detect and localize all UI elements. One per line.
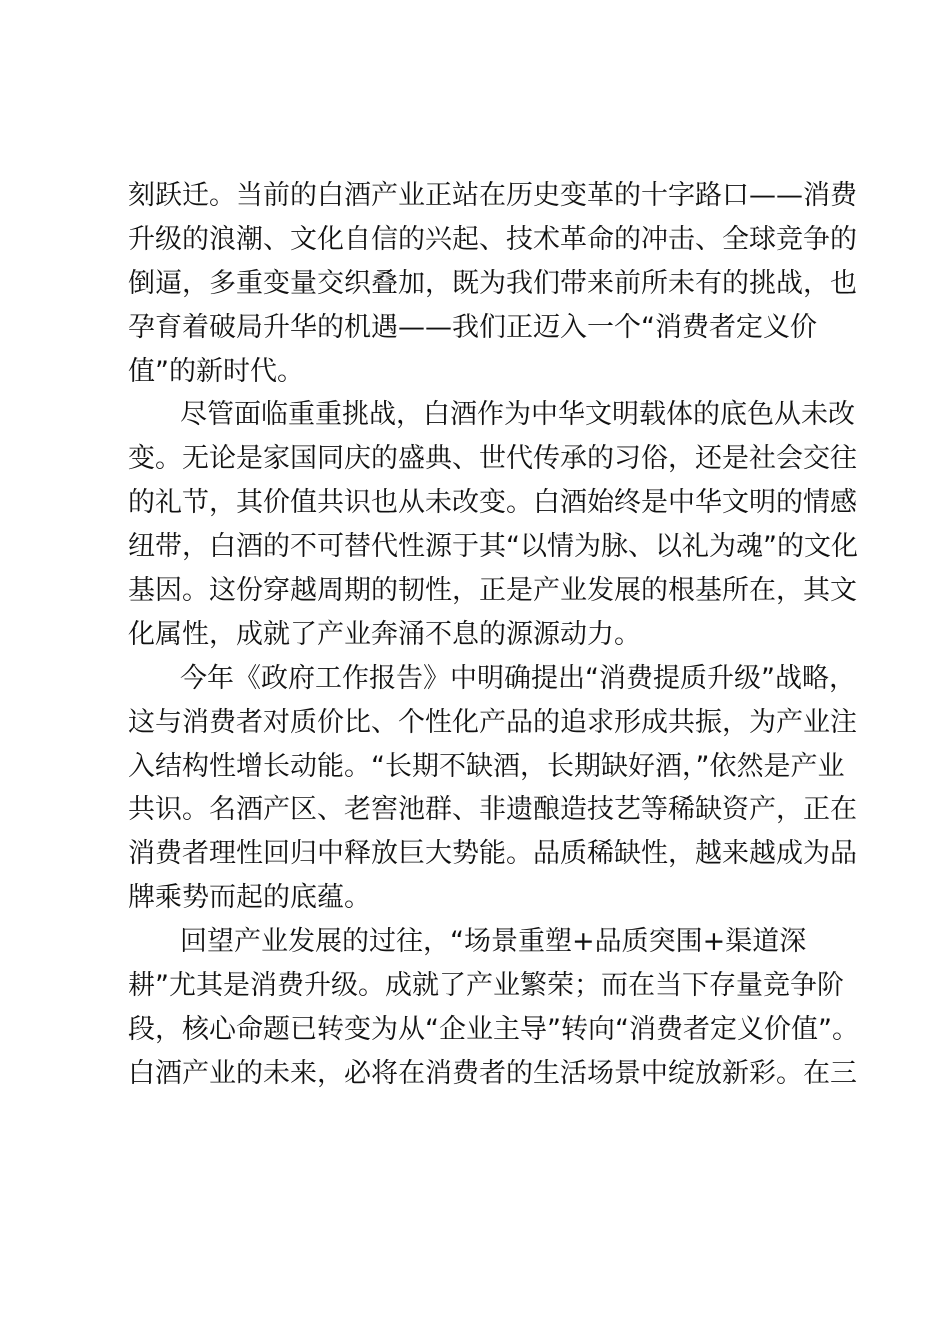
text-line-3: 倒逼，多重变量交织叠加，既为我们带来前所未有的挑战，也: [128, 267, 857, 299]
text-line-21: 白酒产业的未来，必将在消费者的生活场景中绽放新彩。在三: [128, 1057, 857, 1089]
text-line-18: 回望产业发展的过往，“场景重塑+品质突围+渠道深: [180, 926, 807, 958]
text-line-4: 孕育着破局升华的机遇——我们正迈入一个“消费者定义价: [128, 311, 817, 343]
text-line-15: 共识。名酒产区、老窖池群、非遗酿造技艺等稀缺资产，正在: [128, 794, 857, 826]
text-line-7: 变。无论是家国同庆的盛典、世代传承的习俗，还是社会交往: [128, 443, 857, 475]
text-line-16: 消费者理性回归中释放巨大势能。品质稀缺性，越来越成为品: [128, 838, 857, 870]
body-text: [128, 174, 859, 1096]
text-line-1: 刻跃迁。当前的白酒产业正站在历史变革的十字路口——消费: [128, 180, 857, 211]
text-line-10: 基因。这份穿越周期的韧性，正是产业发展的根基所在，其文: [128, 575, 857, 607]
text-line-8: 的礼节，其价值共识也从未改变。白酒始终是中华文明的情感: [128, 487, 857, 519]
text-line-6: 尽管面临重重挑战，白酒作为中华文明载体的底色从未改: [180, 399, 855, 431]
text-line-14: 入结构性增长动能。“长期不缺酒，长期缺好酒，”依然是产业: [128, 750, 845, 782]
text-line-2: 升级的浪潮、文化自信的兴起、技术革命的冲击、全球竞争的: [128, 223, 857, 255]
text-line-20: 段，核心命题已转变为从“企业主导”转向“消费者定义价值”。: [128, 1013, 859, 1045]
text-line-9: 纽带，白酒的不可替代性源于其“以情为脉、以礼为魂”的文化: [128, 531, 858, 563]
text-line-5: 值”的新时代。: [128, 355, 304, 387]
text-line-17: 牌乘势而起的底蕴。: [128, 882, 371, 914]
text-line-19: 耕”尤其是消费升级。成就了产业繁荣；而在当下存量竞争阶: [128, 970, 844, 1002]
text-line-13: 这与消费者对质价比、个性化产品的追求形成共振，为产业注: [128, 706, 857, 738]
text-line-12: 今年《政府工作报告》中明确提出“消费提质升级”战略，: [180, 662, 856, 694]
text-line-11: 化属性，成就了产业奔涌不息的源源动力。: [128, 618, 641, 650]
